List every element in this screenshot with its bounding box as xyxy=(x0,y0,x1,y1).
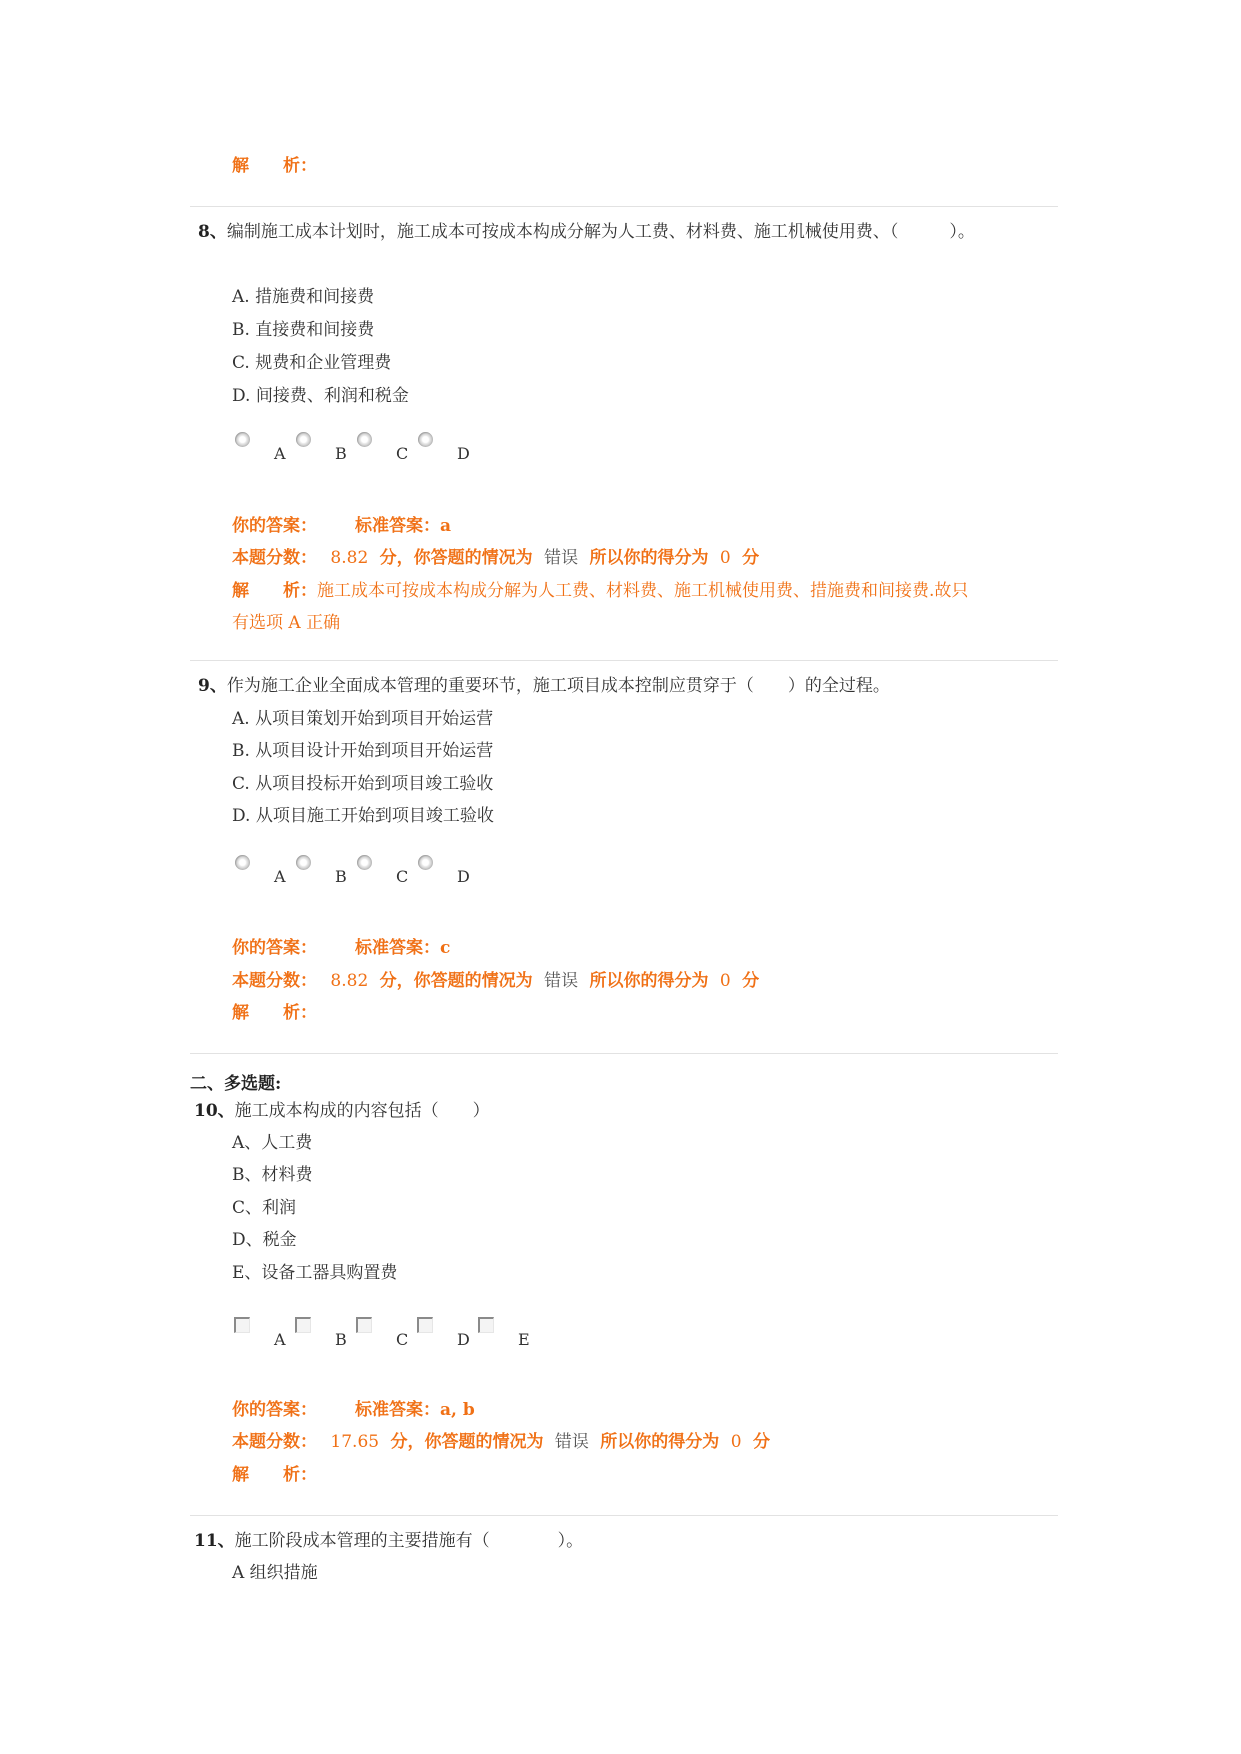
question-number: 9、 xyxy=(198,676,227,696)
your-answer-label: 你的答案： xyxy=(232,938,317,958)
score-mid: 分，你答题的情况为 xyxy=(379,548,533,568)
score-mid: 分，你答题的情况为 xyxy=(390,1432,544,1452)
score-unit: 分 xyxy=(742,548,760,568)
question-text: 施工阶段成本管理的主要措施有（ ）。 xyxy=(234,1531,584,1551)
question-11 xyxy=(194,1531,583,1551)
standard-answer: a xyxy=(440,516,452,536)
answer-line xyxy=(232,1400,475,1420)
radio-c[interactable] xyxy=(357,432,372,447)
option-a: A 组织措施 xyxy=(232,1563,318,1583)
radio-label-a: A xyxy=(274,867,286,886)
analysis-text-cont: 有选项 A 正确 xyxy=(232,613,341,633)
question-9 xyxy=(198,676,890,696)
divider xyxy=(190,206,1058,207)
your-answer-label: 你的答案： xyxy=(232,516,317,536)
option-a: A、人工费 xyxy=(232,1133,313,1153)
divider xyxy=(190,1053,1058,1054)
question-8 xyxy=(198,222,975,242)
standard-answer-label: 标准答案： xyxy=(355,516,440,536)
option-a: A. 从项目策划开始到项目开始运营 xyxy=(232,709,494,729)
radio-label-b: B xyxy=(335,867,347,886)
radio-b[interactable] xyxy=(296,855,311,870)
score-line xyxy=(232,1432,770,1452)
section-title: 二、多选题: xyxy=(190,1074,282,1094)
standard-answer: a, b xyxy=(440,1400,475,1420)
question-text: 作为施工企业全面成本管理的重要环节，施工项目成本控制应贯穿于（ ）的全过程。 xyxy=(226,676,890,696)
checkbox-label-d: D xyxy=(457,1330,470,1349)
radio-label-d: D xyxy=(457,867,470,886)
status-text: 错误 xyxy=(544,548,579,568)
radio-a[interactable] xyxy=(235,855,250,870)
score-tail: 所以你的得分为 xyxy=(589,548,709,568)
score-tail: 所以你的得分为 xyxy=(600,1432,720,1452)
analysis-label: 解 析： xyxy=(232,1003,317,1023)
standard-answer-label: 标准答案： xyxy=(355,1400,440,1420)
got-score: 0 xyxy=(719,548,731,568)
checkbox-label-b: B xyxy=(335,1330,347,1349)
option-e: E、设备工器具购置费 xyxy=(232,1263,398,1283)
radio-label-a: A xyxy=(274,444,286,463)
option-b: B. 直接费和间接费 xyxy=(232,320,375,340)
checkbox-c[interactable] xyxy=(356,1317,372,1333)
radio-c[interactable] xyxy=(357,855,372,870)
status-text: 错误 xyxy=(544,971,579,991)
option-d: D. 从项目施工开始到项目竣工验收 xyxy=(232,806,494,826)
answer-line xyxy=(232,516,451,536)
score-line xyxy=(232,548,759,568)
score-line xyxy=(232,971,759,991)
analysis-label: 解 析： xyxy=(232,1465,317,1485)
radio-label-c: C xyxy=(396,444,409,463)
option-d: D、税金 xyxy=(232,1230,297,1250)
checkbox-label-c: C xyxy=(396,1330,409,1349)
score-unit: 分 xyxy=(742,971,760,991)
option-c: C、利润 xyxy=(232,1198,297,1218)
question-number: 10、 xyxy=(194,1101,235,1121)
question-text: 施工成本构成的内容包括（ ） xyxy=(234,1101,490,1121)
checkbox-label-e: E xyxy=(518,1330,530,1349)
option-b: B、材料费 xyxy=(232,1165,313,1185)
score-label: 本题分数： xyxy=(232,1432,317,1452)
question-text: 编制施工成本计划时，施工成本可按成本构成分解为人工费、材料费、施工机械使用费、（ ）。 xyxy=(226,222,975,242)
option-b: B. 从项目设计开始到项目开始运营 xyxy=(232,741,494,761)
got-score: 0 xyxy=(719,971,731,991)
checkbox-a[interactable] xyxy=(234,1317,250,1333)
checkbox-label-a: A xyxy=(274,1330,286,1349)
analysis-line xyxy=(232,581,968,601)
radio-d[interactable] xyxy=(418,855,433,870)
score-tail: 所以你的得分为 xyxy=(589,971,709,991)
option-d: D. 间接费、利润和税金 xyxy=(232,386,409,406)
option-c: C. 规费和企业管理费 xyxy=(232,353,392,373)
option-c: C. 从项目投标开始到项目竣工验收 xyxy=(232,774,494,794)
analysis-label: 解 析： xyxy=(232,156,317,176)
score-label: 本题分数： xyxy=(232,548,317,568)
radio-b[interactable] xyxy=(296,432,311,447)
score-mid: 分，你答题的情况为 xyxy=(379,971,533,991)
radio-label-c: C xyxy=(396,867,409,886)
analysis-label: 解 析： xyxy=(232,581,317,601)
checkbox-d[interactable] xyxy=(417,1317,433,1333)
option-a: A. 措施费和间接费 xyxy=(232,287,375,307)
radio-label-d: D xyxy=(457,444,470,463)
question-10 xyxy=(194,1101,490,1121)
radio-label-b: B xyxy=(335,444,347,463)
score-label: 本题分数： xyxy=(232,971,317,991)
answer-line xyxy=(232,938,450,958)
standard-answer: c xyxy=(440,938,451,958)
score-value: 8.82 xyxy=(330,548,369,568)
divider xyxy=(190,660,1058,661)
standard-answer-label: 标准答案： xyxy=(355,938,440,958)
score-value: 17.65 xyxy=(330,1432,380,1452)
status-text: 错误 xyxy=(554,1432,589,1452)
radio-d[interactable] xyxy=(418,432,433,447)
radio-a[interactable] xyxy=(235,432,250,447)
question-number: 8、 xyxy=(198,222,227,242)
divider xyxy=(190,1515,1058,1516)
analysis-text: 施工成本可按成本构成分解为人工费、材料费、施工机械使用费、措施费和间接费.故只 xyxy=(317,581,969,601)
score-value: 8.82 xyxy=(330,971,369,991)
question-number: 11、 xyxy=(194,1531,235,1551)
checkbox-b[interactable] xyxy=(295,1317,311,1333)
got-score: 0 xyxy=(730,1432,742,1452)
your-answer-label: 你的答案： xyxy=(232,1400,317,1420)
checkbox-e[interactable] xyxy=(478,1317,494,1333)
score-unit: 分 xyxy=(752,1432,770,1452)
